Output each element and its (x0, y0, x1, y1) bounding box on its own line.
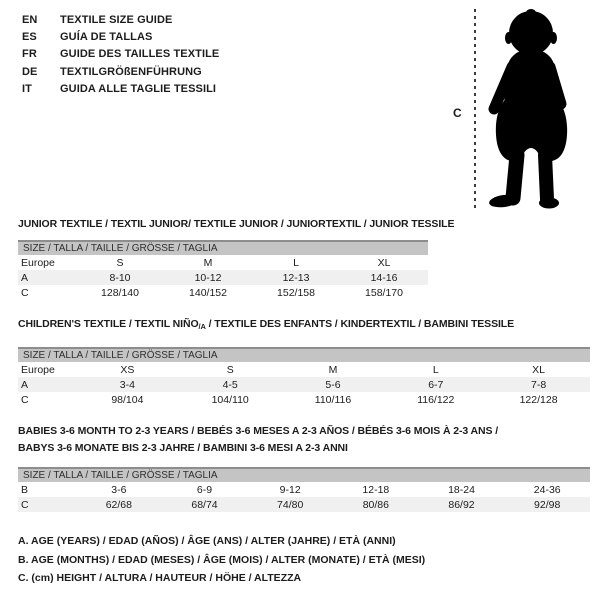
row-label: C (21, 393, 29, 406)
table-row (18, 392, 590, 407)
row-label: B (21, 483, 29, 496)
cell: 12-18 (362, 483, 390, 496)
cell: 7-8 (530, 378, 547, 391)
babies-section-title (18, 423, 498, 456)
cell: M (203, 256, 213, 269)
cell: 5-6 (325, 378, 341, 391)
note-age-months: B. AGE (MONTHS) / EDAD (MESES) / ÂGE (MOIS) / ALTER (MONATE) / ETÀ (MESI) (18, 553, 426, 566)
language-row-en (22, 11, 219, 28)
language-code: ES (22, 30, 37, 43)
row-label: A (21, 271, 29, 284)
cell: S (116, 256, 124, 269)
height-measure-label: C (453, 106, 462, 120)
cell: 110/116 (314, 393, 352, 406)
table-row (18, 285, 428, 300)
table-row (18, 377, 590, 392)
cell: 80/86 (362, 498, 389, 511)
table-row (18, 362, 590, 377)
cell: 24-36 (533, 483, 561, 496)
legend-notes (18, 532, 425, 588)
children-size-table (18, 347, 590, 407)
note-age-years: A. AGE (YEARS) / EDAD (AÑOS) / ÂGE (ANS) / ALTER (JAHRE) / ETÀ (ANNI) (18, 535, 396, 547)
language-row-es (22, 28, 219, 45)
language-row-de (22, 63, 219, 80)
cell: XL (532, 363, 545, 376)
language-title: TEXTILGRÖßENFÜHRUNG (60, 65, 202, 78)
cell: M (328, 363, 338, 376)
height-measure-figure (450, 5, 598, 210)
babies-size-table (18, 467, 590, 512)
cell: 3-4 (119, 378, 135, 391)
height-dashed-line (474, 9, 476, 208)
language-header (22, 11, 219, 97)
cell: 152/158 (277, 286, 315, 299)
cell: 128/140 (101, 286, 139, 299)
table-row (18, 270, 428, 285)
cell: 92/98 (534, 498, 561, 511)
row-label: A (21, 378, 29, 391)
table-row (18, 497, 590, 512)
cell: 6-9 (196, 483, 213, 496)
language-code: EN (22, 13, 38, 26)
language-title: GUÍA DE TALLAS (60, 30, 153, 43)
cell: 8-10 (109, 271, 131, 284)
cell: 74/80 (277, 498, 304, 511)
baby-silhouette-icon (484, 7, 584, 210)
children-title-rest: / TEXTILE DES ENFANTS / KINDERTEXTIL / BAMBINI TESSILE (205, 318, 515, 330)
language-code: FR (22, 48, 37, 61)
cell: 18-24 (448, 483, 475, 496)
cell: 62/68 (105, 498, 132, 511)
cell: L (293, 256, 299, 269)
junior-size-table (18, 240, 428, 300)
row-label: Europe (21, 363, 55, 376)
language-row-fr (22, 46, 219, 63)
children-title-subscript: /A (198, 322, 206, 331)
cell: 86/92 (448, 498, 475, 511)
row-label: C (21, 286, 29, 299)
cell: 104/110 (211, 393, 249, 406)
cell: 158/170 (365, 286, 403, 299)
cell: XS (120, 363, 135, 376)
cell: 9-12 (279, 483, 301, 496)
language-title: GUIDE DES TAILLES TEXTILE (60, 48, 220, 61)
children-title-main: CHILDREN'S TEXTILE / TEXTIL NIÑO (18, 318, 199, 330)
cell: 4-5 (222, 378, 238, 391)
cell: 122/128 (519, 393, 558, 406)
size-header-bar: SIZE / TALLA / TAILLE / GRÖSSE / TAGLIA (18, 467, 590, 482)
language-code: DE (22, 65, 38, 78)
size-header-bar: SIZE / TALLA / TAILLE / GRÖSSE / TAGLIA (18, 240, 428, 255)
cell: 140/152 (189, 286, 227, 299)
cell: 10-12 (194, 271, 222, 284)
junior-section-title: JUNIOR TEXTILE / TEXTIL JUNIOR/ TEXTILE JUNIOR / JUNIORTEXTIL / JUNIOR TESSILE (18, 218, 455, 230)
cell: 6-7 (428, 378, 444, 391)
language-title: GUIDA ALLE TAGLIE TESSILI (60, 82, 217, 95)
cell: 98/104 (111, 393, 144, 406)
cell: XL (377, 256, 391, 269)
language-row-it (22, 80, 219, 97)
cell: 12-13 (282, 271, 310, 284)
babies-title-line2: BABYS 3-6 MONATE BIS 2-3 JAHRE / BAMBINI 3-6 MESI A 2-3 ANNI (18, 441, 348, 454)
note-height: C. (cm) HEIGHT / ALTURA / HAUTEUR / HÖHE / ALTEZZA (18, 572, 302, 585)
language-title: TEXTILE SIZE GUIDE (60, 13, 173, 26)
cell: 14-16 (370, 271, 398, 284)
table-row (18, 255, 428, 270)
cell: 68/74 (191, 498, 218, 511)
size-header-bar: SIZE / TALLA / TAILLE / GRÖSSE / TAGLIA (18, 347, 590, 362)
babies-title-line1: BABIES 3-6 MONTH TO 2-3 YEARS / BEBÉS 3-6 MESES A 2-3 AÑOS / BÉBÉS 3-6 MOIS À 2-3 ANS / (18, 425, 499, 437)
row-label: Europe (21, 256, 55, 269)
cell: S (226, 363, 234, 376)
language-code: IT (22, 82, 32, 95)
children-section-title (18, 318, 514, 330)
cell: L (432, 363, 439, 376)
row-label: C (21, 498, 29, 511)
cell: 3-6 (111, 483, 127, 496)
cell: 116/122 (417, 393, 455, 406)
table-row (18, 482, 590, 497)
